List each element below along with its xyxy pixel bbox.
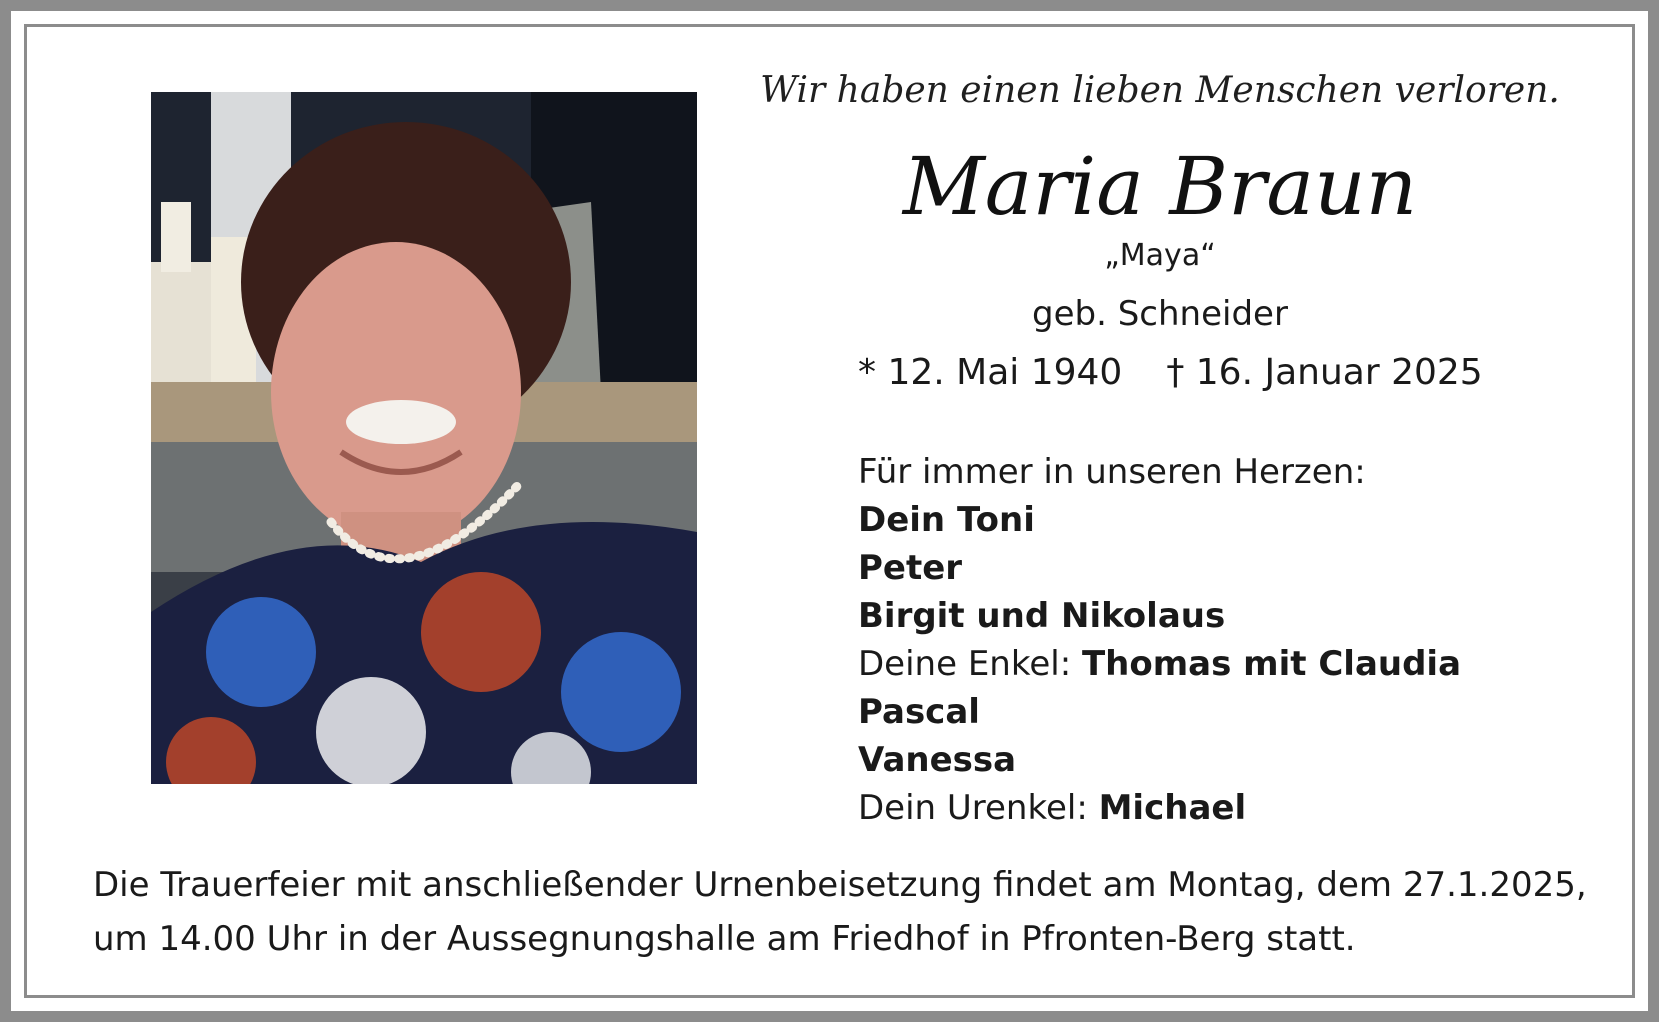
family-member: Birgit und Nikolaus bbox=[858, 596, 1226, 636]
great-grandchild-label: Dein Urenkel: bbox=[858, 788, 1099, 828]
great-grandchild-line bbox=[858, 784, 1461, 832]
intro-line: Wir haben einen lieben Menschen verloren. bbox=[760, 70, 1560, 111]
notice-line: Die Trauerfeier mit anschließender Urnenbeisetzung findet am Montag, dem 27.1.2025, bbox=[93, 865, 1587, 905]
family-member: Peter bbox=[858, 548, 963, 588]
family-member: Michael bbox=[1098, 788, 1247, 828]
grandchildren-label: Deine Enkel: bbox=[858, 644, 1082, 684]
family-heading: Für immer in unseren Herzen: bbox=[858, 452, 1366, 492]
birth-name: geb. Schneider bbox=[1032, 294, 1288, 334]
family-member: Thomas mit Claudia bbox=[1081, 644, 1462, 684]
family-member: Vanessa bbox=[858, 740, 1017, 780]
birth-date: * 12. Mai 1940 bbox=[858, 352, 1123, 393]
deceased-name: Maria Braun bbox=[902, 140, 1418, 233]
family-member: Pascal bbox=[858, 692, 980, 732]
family-member: Dein Toni bbox=[858, 500, 1035, 540]
family-list bbox=[858, 448, 1461, 832]
nickname: „Maya“ bbox=[1104, 238, 1216, 273]
portrait-photo bbox=[151, 92, 697, 784]
death-date: † 16. Januar 2025 bbox=[1166, 352, 1483, 393]
funeral-notice bbox=[93, 858, 1593, 966]
notice-line: um 14.00 Uhr in der Aussegnungshalle am Friedhof in Pfronten-Berg statt. bbox=[93, 919, 1356, 959]
grandchildren-line bbox=[858, 640, 1461, 688]
life-dates bbox=[858, 352, 1483, 393]
